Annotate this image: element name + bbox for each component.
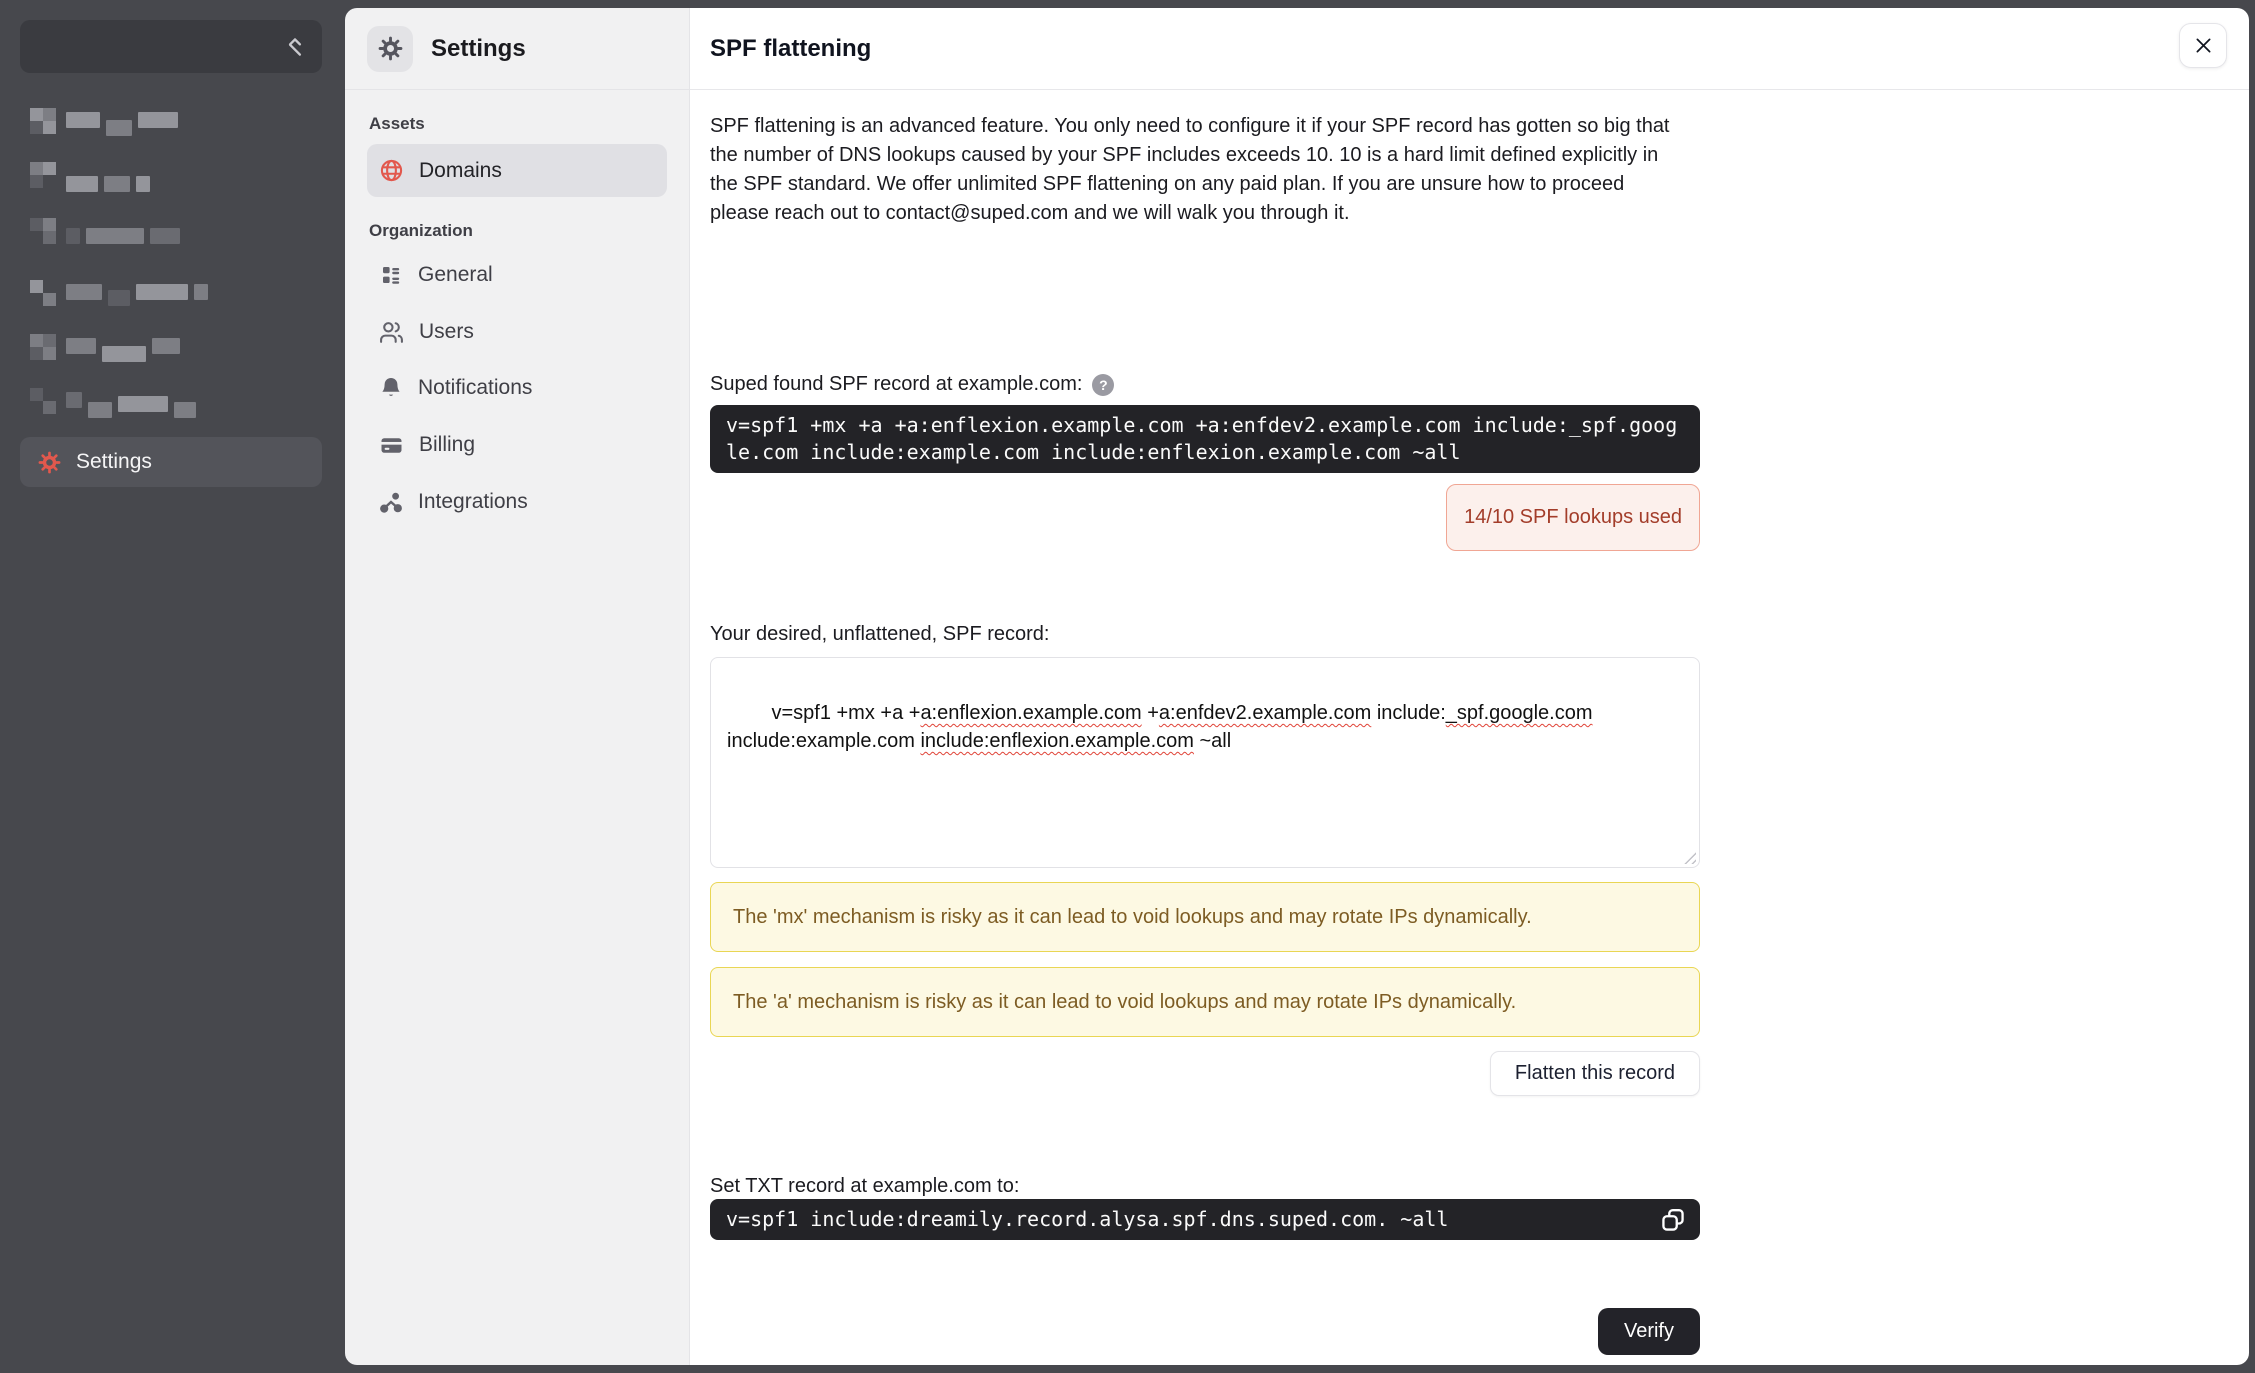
found-spf-record-code: v=spf1 +mx +a +a:enflexion.example.com +a:enfdev2.example.com include:_spf.google.com include:example.com include:enflexion.example.com ~all: [710, 405, 1700, 473]
help-icon[interactable]: ?: [1092, 374, 1114, 396]
redacted-nav-item[interactable]: [30, 334, 180, 362]
copy-button[interactable]: [1656, 1203, 1690, 1237]
nav-item-label: Domains: [419, 158, 502, 182]
redacted-icon: [30, 334, 56, 360]
nav-item-integrations[interactable]: [367, 474, 667, 530]
copy-icon: [1659, 1206, 1687, 1234]
credit-card-icon: [379, 433, 404, 458]
warning-a-mechanism: The 'a' mechanism is risky as it can lead to void lookups and may rotate IPs dynamically.: [710, 967, 1700, 1037]
feature-description: SPF flattening is an advanced feature. You only need to configure it if your SPF record has gotten so big that the number of DNS lookups caused by your SPF includes exceeds 10. 10 is a hard limit defined explicitly in the SPF standard. We offer unlimited SPF flattening on any paid plan. If you are unsure how to proceed please reach out to contact@suped.com and we will walk you through it.: [710, 115, 1670, 224]
spf-record-textarea[interactable]: v=spf1 +mx +a +a:enflexion.example.com +a:enfdev2.example.com include:_spf.google.com include:example.com include:enflexion.example.com ~all: [710, 657, 1700, 868]
nav-item-label: Integrations: [418, 490, 528, 513]
nav-item-label: Billing: [419, 433, 476, 456]
resize-handle[interactable]: [1683, 851, 1696, 864]
redacted-nav-item[interactable]: [30, 162, 150, 192]
nav-section-assets: Assets: [369, 114, 425, 133]
integrations-icon: [379, 490, 403, 514]
txt-record-value: v=spf1 include:dreamily.record.alysa.spf.dns.suped.com. ~all: [726, 1207, 1449, 1231]
redacted-icon: [30, 218, 56, 244]
nav-item-label: General: [418, 263, 493, 286]
warning-mx-mechanism: The 'mx' mechanism is risky as it can lead to void lookups and may rotate IPs dynamically.: [710, 882, 1700, 952]
nav-item-label: Users: [419, 320, 474, 343]
nav-item-users[interactable]: [367, 304, 667, 360]
settings-nav-panel: [345, 8, 690, 1365]
found-record-label: Suped found SPF record at example.com: ?: [710, 373, 1114, 396]
nav-section-organization: Organization: [369, 221, 473, 240]
nav-item-billing[interactable]: [367, 417, 667, 473]
page-title: SPF flattening: [710, 34, 872, 62]
sidebar-item-label: Settings: [76, 450, 152, 473]
redacted-nav-item[interactable]: [30, 108, 178, 136]
redacted-nav-item[interactable]: [30, 388, 196, 418]
spf-lookups-badge: 14/10 SPF lookups used: [1446, 484, 1700, 551]
panel-content: [710, 90, 1700, 1342]
verify-button[interactable]: Verify: [1598, 1308, 1700, 1355]
app-sidebar: [0, 0, 345, 1373]
nav-item-domains[interactable]: [367, 144, 667, 197]
close-icon: [2193, 35, 2214, 56]
gear-icon: [378, 36, 403, 61]
nav-item-general[interactable]: [367, 247, 667, 303]
sidebar-item-settings[interactable]: [20, 437, 322, 487]
spf-flattening-panel: [690, 8, 2249, 1365]
redacted-nav-item[interactable]: [30, 218, 180, 244]
redacted-nav-item[interactable]: [30, 280, 208, 306]
settings-nav-header: [345, 8, 689, 90]
nav-item-label: Notifications: [418, 376, 533, 399]
close-button[interactable]: [2179, 23, 2227, 68]
redacted-icon: [30, 162, 56, 188]
redacted-icon: [30, 280, 56, 306]
txt-record-label: Set TXT record at example.com to:: [710, 1175, 1020, 1197]
settings-panel-title: Settings: [431, 34, 526, 62]
globe-icon: [379, 158, 404, 183]
settings-header-icon-box: [367, 26, 413, 72]
users-icon: [379, 320, 404, 345]
gear-icon: [38, 451, 61, 474]
nav-item-notifications[interactable]: [367, 360, 667, 416]
desired-record-label: Your desired, unflattened, SPF record:: [710, 623, 1050, 645]
redacted-icon: [30, 388, 56, 414]
selector-chevrons-icon: [282, 34, 308, 60]
txt-record-code: [710, 1199, 1700, 1240]
general-icon: [379, 263, 403, 287]
flatten-record-button[interactable]: Flatten this record: [1490, 1051, 1700, 1096]
panel-header: [690, 8, 2249, 90]
redacted-icon: [30, 108, 56, 134]
bell-icon: [379, 376, 403, 400]
organization-switcher[interactable]: [20, 20, 322, 73]
